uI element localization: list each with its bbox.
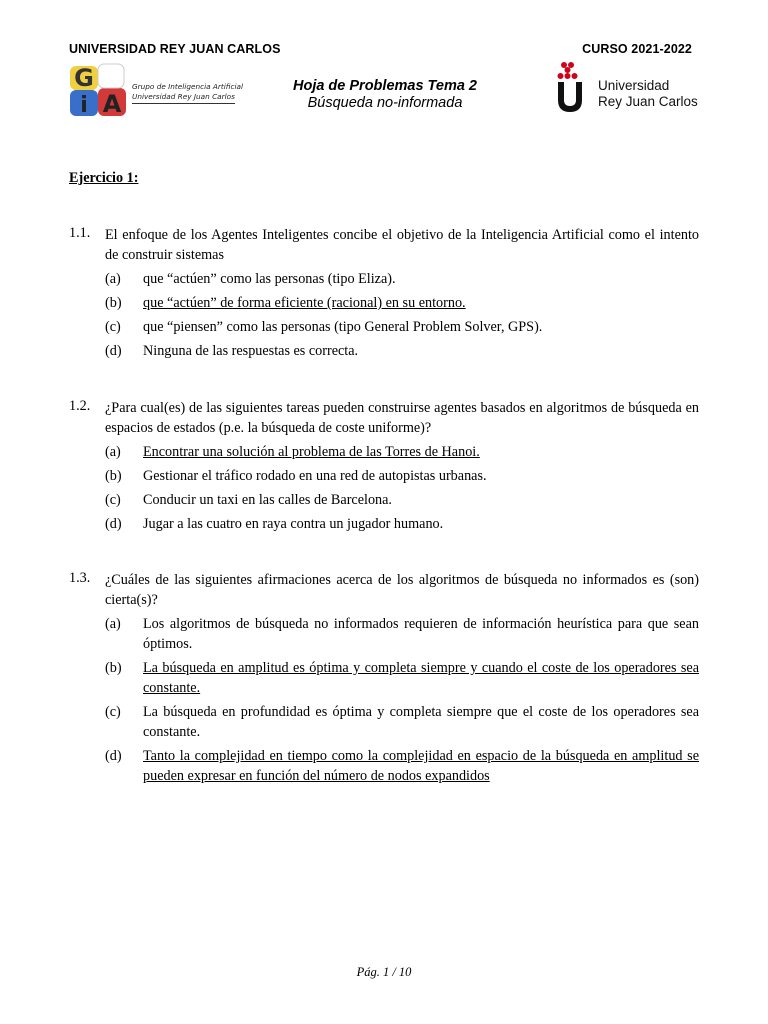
option-a bbox=[105, 442, 699, 462]
option-letter: (c) bbox=[105, 704, 121, 720]
page-number: Pág. 1 / 10 bbox=[356, 965, 412, 979]
option-b bbox=[105, 466, 699, 486]
question-number: 1.1. bbox=[69, 225, 91, 241]
gia-line1: Grupo de Inteligencia Artificial bbox=[132, 82, 244, 91]
option-text-correct: La búsqueda en amplitud es óptima y completa siempre y cuando el coste de los operadores sea constante. bbox=[143, 660, 699, 696]
option-c bbox=[105, 702, 699, 742]
university-name: UNIVERSIDAD REY JUAN CARLOS bbox=[69, 42, 281, 56]
option-text: Gestionar el tráfico rodado en una red de autopistas urbanas. bbox=[143, 468, 487, 484]
option-c bbox=[105, 317, 699, 337]
option-a bbox=[105, 614, 699, 654]
option-d bbox=[105, 746, 699, 786]
question-text: El enfoque de los Agentes Inteligentes concibe el objetivo de la Inteligencia Artificial como el intento de construir sistemas bbox=[105, 227, 699, 263]
document-body bbox=[69, 170, 699, 784]
option-text: Jugar a las cuatro en raya contra un jugador humano. bbox=[143, 516, 444, 532]
course-year: CURSO 2021-2022 bbox=[582, 42, 692, 56]
question-1-2 bbox=[69, 398, 699, 534]
page-subtitle: Búsqueda no-informada bbox=[307, 95, 463, 111]
gia-logo bbox=[68, 62, 258, 120]
exercise-title: Ejercicio 1: bbox=[69, 170, 139, 186]
svg-text:i: i bbox=[80, 93, 88, 118]
option-b bbox=[105, 658, 699, 698]
option-letter: (b) bbox=[105, 468, 122, 484]
option-letter: (c) bbox=[105, 492, 121, 508]
option-text: que “piensen” como las personas (tipo General Problem Solver, GPS). bbox=[143, 319, 543, 335]
option-a bbox=[105, 269, 699, 289]
option-text: La búsqueda en profundidad es óptima y completa siempre que el coste de los operadores sea constante. bbox=[143, 704, 699, 740]
option-text: Los algoritmos de búsqueda no informados requieren de información heurística para que sean óptimos. bbox=[143, 616, 699, 652]
svg-text:A: A bbox=[102, 90, 122, 118]
option-letter: (b) bbox=[105, 295, 122, 311]
option-text: Conducir un taxi en las calles de Barcelona. bbox=[143, 492, 392, 508]
option-letter: (a) bbox=[105, 444, 121, 460]
urjc-line2: Rey Juan Carlos bbox=[598, 94, 698, 109]
urjc-line1: Universidad bbox=[598, 78, 670, 93]
question-text: ¿Para cual(es) de las siguientes tareas pueden construirse agentes basados en algoritmos de búsqueda en espacios de estados (p.e. la búsqueda de coste uniforme)? bbox=[105, 400, 699, 436]
option-letter: (a) bbox=[105, 271, 121, 287]
option-letter: (d) bbox=[105, 343, 122, 359]
question-1-3 bbox=[69, 570, 699, 786]
page-title: Hoja de Problemas Tema 2 bbox=[292, 78, 477, 94]
page-header bbox=[69, 42, 692, 56]
question-number: 1.3. bbox=[69, 570, 91, 586]
option-text: que “actúen” como las personas (tipo Eliza). bbox=[143, 271, 396, 287]
option-c bbox=[105, 490, 699, 510]
option-text-correct: que “actúen” de forma eficiente (racional) en su entorno. bbox=[143, 295, 466, 311]
option-letter: (a) bbox=[105, 616, 121, 632]
option-text: Ninguna de las respuestas es correcta. bbox=[143, 343, 359, 359]
document-title-block bbox=[270, 78, 500, 112]
question-number: 1.2. bbox=[69, 398, 91, 414]
option-b bbox=[105, 293, 699, 313]
urjc-emblem-icon bbox=[556, 60, 592, 116]
option-letter: (d) bbox=[105, 748, 122, 764]
option-letter: (c) bbox=[105, 319, 121, 335]
svg-text:G: G bbox=[74, 64, 94, 92]
urjc-logo-text bbox=[598, 78, 698, 110]
option-text-correct: Tanto la complejidad en tiempo como la complejidad en espacio de la búsqueda en amplitud se pueden expresar en función del número de nodos expandidos bbox=[143, 748, 699, 784]
gia-logo-text bbox=[132, 82, 262, 104]
gia-line2: Universidad Rey Juan Carlos bbox=[132, 92, 235, 104]
option-text-correct: Encontrar una solución al problema de las Torres de Hanoi. bbox=[143, 444, 480, 460]
question-1-1 bbox=[69, 225, 699, 361]
option-d bbox=[105, 514, 699, 534]
option-d bbox=[105, 341, 699, 361]
option-letter: (d) bbox=[105, 516, 122, 532]
question-text: ¿Cuáles de las siguientes afirmaciones acerca de los algoritmos de búsqueda no informados es (son) cierta(s)? bbox=[105, 572, 699, 608]
option-letter: (b) bbox=[105, 660, 122, 676]
urjc-logo bbox=[556, 60, 701, 116]
gia-emblem-icon bbox=[68, 62, 130, 120]
